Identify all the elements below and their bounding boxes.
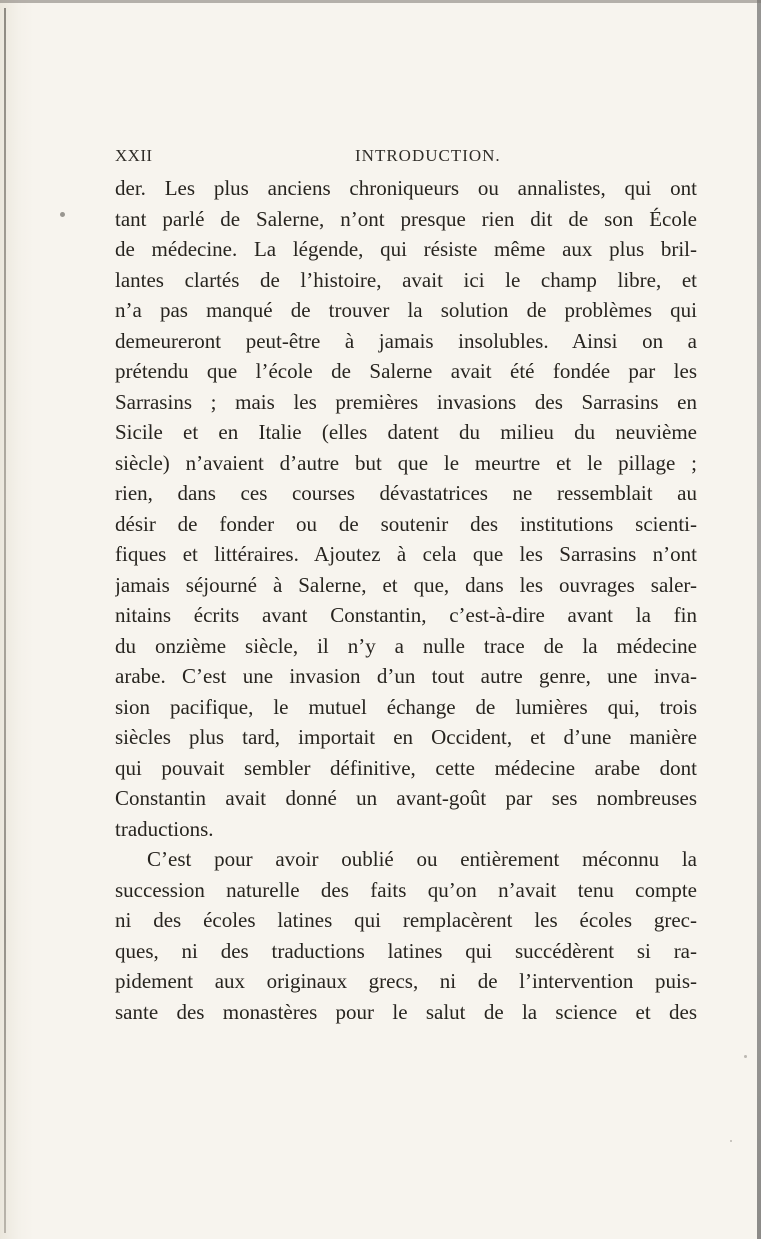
paper-speck xyxy=(60,212,65,217)
text-line: arabe. C’est une invasion d’un tout autre genre, une inva- xyxy=(115,664,697,688)
text-line: der. Les plus anciens chroniqueurs ou annalistes, qui ont xyxy=(115,176,697,200)
text-line: prétendu que l’école de Salerne avait été fondée par les xyxy=(115,359,697,383)
text-line: pidement aux originaux grecs, ni de l’intervention puis- xyxy=(115,969,697,993)
text-line: ques, ni des traductions latines qui succédèrent si ra- xyxy=(115,938,697,963)
text-line: de médecine. La légende, qui résiste même aux plus bril- xyxy=(115,237,697,261)
text-line: siècles plus tard, importait en Occident, et d’une manière xyxy=(115,725,697,749)
text-line: demeureront peut-être à jamais insolubles. Ainsi on a xyxy=(115,328,697,353)
text-line: succession naturelle des faits qu’on n’avait tenu compte xyxy=(115,877,697,902)
right-page-edge xyxy=(757,0,761,1239)
page-number: XXII xyxy=(115,146,153,165)
paragraph-start-line: C’est pour avoir oublié ou entièrement méconnu la xyxy=(147,847,697,871)
text-line: Sarrasins ; mais les premières invasions des Sarrasins en xyxy=(115,389,697,414)
text-line: fiques et littéraires. Ajoutez à cela que les Sarrasins n’ont xyxy=(115,542,697,566)
text-line: Constantin avait donné un avant-goût par ses nombreuses xyxy=(115,786,697,810)
text-line: nitains écrits avant Constantin, c’est-à-dire avant la fin xyxy=(115,603,697,627)
text-line: tant parlé de Salerne, n’ont presque rien dit de son École xyxy=(115,206,697,231)
text-line: du onzième siècle, il n’y a nulle trace de la médecine xyxy=(115,633,697,658)
text-line: sante des monastères pour le salut de la science et des xyxy=(115,999,697,1024)
text-line: ni des écoles latines qui remplacèrent les écoles grec- xyxy=(115,908,697,932)
running-head xyxy=(115,146,745,166)
top-page-edge xyxy=(0,0,761,3)
text-line: n’a pas manqué de trouver la solution de problèmes qui xyxy=(115,298,697,322)
text-line: sion pacifique, le mutuel échange de lumières qui, trois xyxy=(115,694,697,719)
text-line: siècle) n’avaient d’autre but que le meurtre et le pillage ; xyxy=(115,450,697,475)
body-text xyxy=(115,173,697,1027)
text-line: rien, dans ces courses dévastatrices ne ressemblait au xyxy=(115,481,697,505)
text-line: qui pouvait sembler définitive, cette médecine arabe dont xyxy=(115,755,697,780)
paper-speck xyxy=(744,1055,747,1058)
paper-speck xyxy=(730,1140,732,1142)
paragraph-end-line: traductions. xyxy=(115,816,214,841)
text-line: jamais séjourné à Salerne, et que, dans les ouvrages saler- xyxy=(115,572,697,597)
text-line: lantes clartés de l’histoire, avait ici le champ libre, et xyxy=(115,267,697,292)
chapter-title: INTRODUCTION. xyxy=(355,146,501,165)
text-line: désir de fonder ou de soutenir des institutions scienti- xyxy=(115,511,697,536)
binding-edge-line xyxy=(4,8,6,1233)
text-line: Sicile et en Italie (elles datent du milieu du neuvième xyxy=(115,420,697,444)
